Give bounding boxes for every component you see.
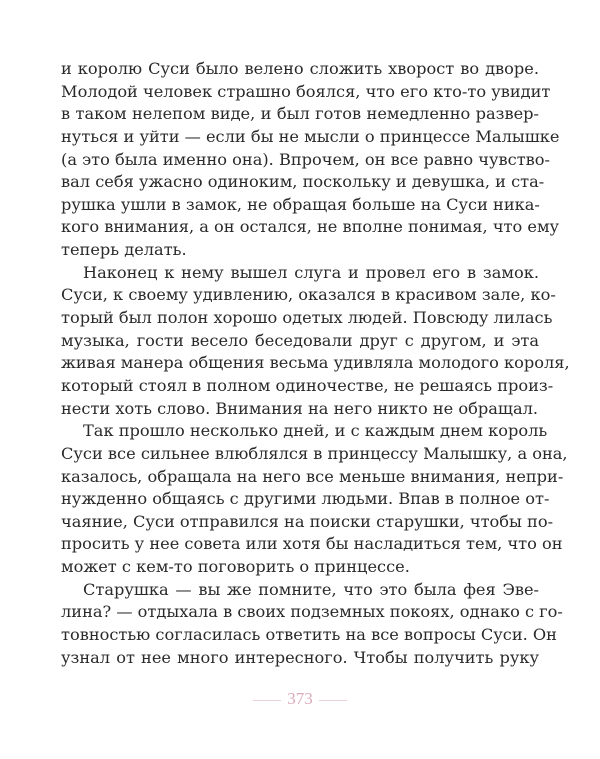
text-line: товностью согласилась ответить на все вопросы Суси. Он <box>61 625 557 645</box>
text-line: нужденно общаясь с другими людьми. Впав в полное от- <box>61 489 550 509</box>
text-line: и королю Суси было велено сложить хворост во дворе. <box>61 59 539 78</box>
text-line: казалось, обращала на него все меньше внимания, непри- <box>61 466 564 486</box>
folio-ornament-left <box>253 700 281 701</box>
text-line: Так прошло несколько дней, и с каждым днем король <box>83 421 548 441</box>
text-line: который стоял в полном одиночестве, не решаясь произ- <box>61 375 554 395</box>
text-line: может с кем-то поговорить о принцессе. <box>61 557 410 577</box>
text-line: нуться и уйти — если бы не мысли о принцессе Малышке <box>61 126 560 146</box>
text-line: музыка, гости весело беседовали друг с другом, и эта <box>61 330 539 350</box>
text-line: чаяние, Суси отправился на поиски старушки, чтобы по- <box>61 511 554 531</box>
page-number-text: 373 <box>287 689 313 708</box>
text-line: просить у нее совета или хотя бы насладиться тем, что он <box>61 534 563 554</box>
paragraph <box>61 262 570 420</box>
book-page-text <box>61 58 570 669</box>
paragraph <box>61 58 560 262</box>
text-line: Суси все сильнее влюблялся в принцессу Малышку, а она, <box>61 443 568 463</box>
text-line: торый был полон хорошо одетых людей. Повсюду лилась <box>61 308 553 328</box>
text-line: лина? — отдыхала в своих подземных покоях, однако с го- <box>61 602 563 622</box>
text-line: Наконец к нему вышел слуга и провел его в замок. <box>83 262 539 282</box>
page-number <box>0 689 600 709</box>
text-line: живая манера общения весьма удивляла молодого короля, <box>61 353 570 373</box>
folio-ornament-right <box>319 700 347 701</box>
text-line: нести хоть слово. Внимания на него никто не обращал. <box>61 398 539 418</box>
paragraph <box>61 420 568 578</box>
text-line: кого внимания, а он остался, не вполне понимая, что ему <box>61 217 560 237</box>
text-line: Молодой человек страшно боялся, что его кто-то увидит <box>61 81 551 101</box>
text-line: (а это была именно она). Впрочем, он все равно чувство- <box>61 149 550 169</box>
text-line: в таком нелепом виде, и был готов немедленно развер- <box>61 104 539 124</box>
paragraph <box>61 579 563 670</box>
text-line: Суси, к своему удивлению, оказался в красивом зале, ко- <box>61 285 556 305</box>
text-line: теперь делать. <box>61 240 187 260</box>
text-line: вал себя ужасно одиноким, поскольку и девушка, и ста- <box>61 172 545 192</box>
text-line: рушка ушли в замок, не обращая больше на Суси ника- <box>61 194 540 214</box>
text-line: Старушка — вы же помните, что это была фея Эве- <box>83 579 539 599</box>
text-line: узнал от нее много интересного. Чтобы получить руку <box>61 647 539 667</box>
